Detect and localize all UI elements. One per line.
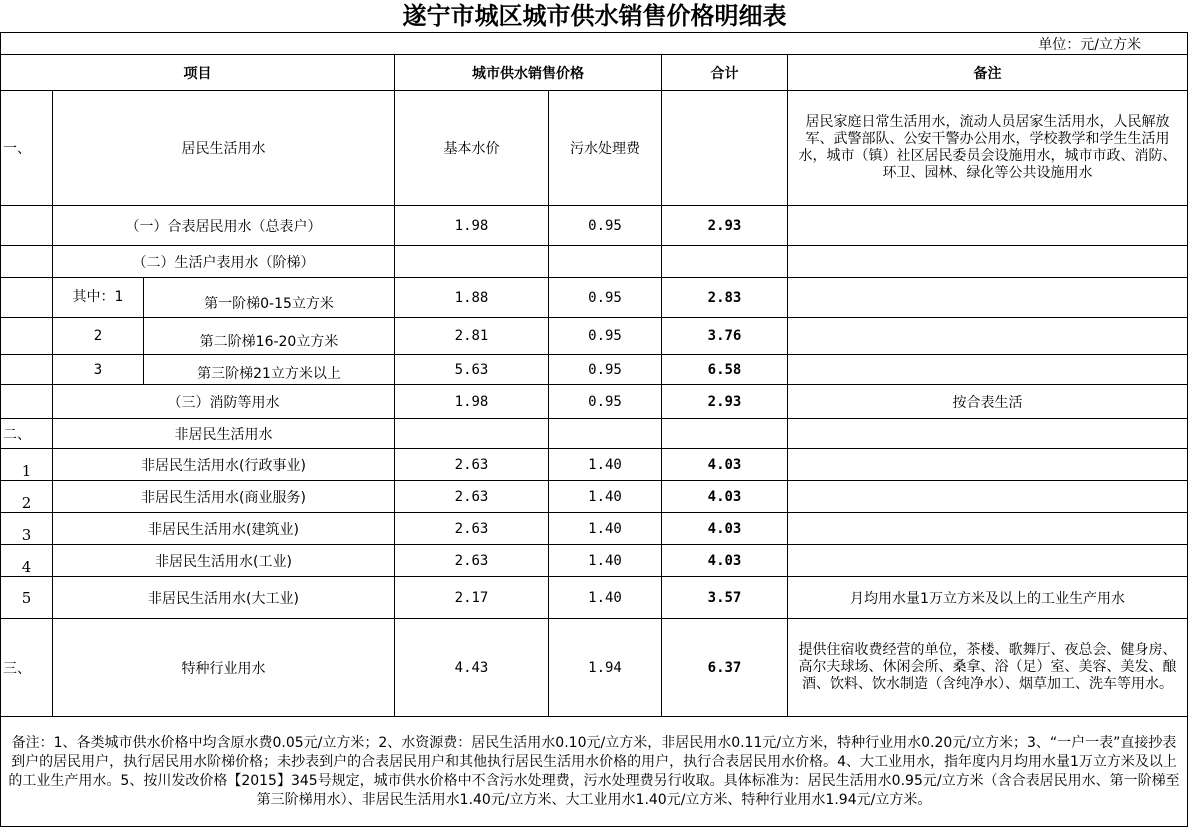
- tier-number: 2: [53, 318, 144, 355]
- basic-price: 1.98: [395, 385, 549, 419]
- item-name: 非居民生活用水(大工业): [53, 577, 395, 619]
- table-row: [1, 481, 1188, 513]
- number-cell: [1, 246, 53, 278]
- basic-price: 2.63: [395, 545, 549, 577]
- tier-number: 3: [53, 355, 144, 385]
- number-cell: [1, 355, 53, 385]
- basic-price: 2.63: [395, 481, 549, 513]
- basic-price-label: 基本水价: [395, 91, 549, 206]
- sewage-fee: 1.94: [549, 619, 662, 717]
- item-name: （三）消防等用水: [53, 385, 395, 419]
- total-price: 4.03: [662, 513, 788, 545]
- total-cell: [662, 91, 788, 206]
- number-cell: [1, 385, 53, 419]
- header-total: 合计: [662, 55, 788, 91]
- remark-cell: 居民家庭日常生活用水，流动人员居家生活用水，人民解放军、武警部队、公安干警办公用水，学校教学和学生生活用水，城市（镇）社区居民委员会设施用水，城市市政、消防、环卫、园林、绿化等公共设施用水: [788, 91, 1188, 206]
- item-name: 非居民生活用水(商业服务): [53, 481, 395, 513]
- sewage-fee: [549, 246, 662, 278]
- header-price: 城市供水销售价格: [395, 55, 662, 91]
- number-cell: [1, 278, 53, 318]
- basic-price: [395, 419, 549, 449]
- table-row: [1, 619, 1188, 717]
- header-remark: 备注: [788, 55, 1188, 91]
- row-number: 5: [1, 577, 53, 619]
- basic-price: 5.63: [395, 355, 549, 385]
- remark-cell: [788, 481, 1188, 513]
- table-row: [1, 513, 1188, 545]
- remark-cell: [788, 355, 1188, 385]
- sewage-fee: 0.95: [549, 385, 662, 419]
- total-price: 2.93: [662, 385, 788, 419]
- row-number: 3: [1, 513, 53, 545]
- table-row: [1, 419, 1188, 449]
- remark-cell: [788, 278, 1188, 318]
- row-number: 1: [1, 449, 53, 481]
- basic-price: [395, 246, 549, 278]
- remark-cell: [788, 206, 1188, 246]
- remark-cell: [788, 513, 1188, 545]
- sewage-fee: 1.40: [549, 545, 662, 577]
- total-price: [662, 419, 788, 449]
- remark-cell: [788, 419, 1188, 449]
- header-item: 项目: [1, 55, 395, 91]
- total-price: 2.83: [662, 278, 788, 318]
- total-price: 3.57: [662, 577, 788, 619]
- tier-name: 第二阶梯16-20立方米: [144, 318, 395, 355]
- table-row: [1, 278, 1188, 318]
- number-cell: [1, 318, 53, 355]
- remark-cell: [788, 246, 1188, 278]
- tier-name: 第一阶梯0-15立方米: [144, 278, 395, 318]
- sewage-fee-label: 污水处理费: [549, 91, 662, 206]
- row-number: 2: [1, 481, 53, 513]
- total-price: 6.37: [662, 619, 788, 717]
- basic-price: 2.17: [395, 577, 549, 619]
- sewage-fee: 1.40: [549, 449, 662, 481]
- table-row: [1, 246, 1188, 278]
- basic-price: 1.98: [395, 206, 549, 246]
- section-name: 非居民生活用水: [53, 419, 395, 449]
- item-name: 非居民生活用水(行政事业): [53, 449, 395, 481]
- sewage-fee: 0.95: [549, 278, 662, 318]
- item-name: 非居民生活用水(建筑业): [53, 513, 395, 545]
- sewage-fee: 0.95: [549, 355, 662, 385]
- total-price: 3.76: [662, 318, 788, 355]
- total-price: 4.03: [662, 545, 788, 577]
- table-row: [1, 206, 1188, 246]
- header-row: [1, 55, 1188, 91]
- remark-cell: [788, 545, 1188, 577]
- unit-row: [1, 33, 1188, 55]
- item-name: （一）合表居民用水（总表户）: [53, 206, 395, 246]
- basic-price: 2.63: [395, 513, 549, 545]
- section-number: 一、: [1, 91, 53, 206]
- section-name: 特种行业用水: [53, 619, 395, 717]
- item-name: 非居民生活用水(工业): [53, 545, 395, 577]
- sewage-fee: 0.95: [549, 318, 662, 355]
- unit-label: 单位：元/立方米: [1, 33, 1188, 55]
- sewage-fee: 1.40: [549, 577, 662, 619]
- section-number: 二、: [1, 419, 53, 449]
- remark-cell: [788, 318, 1188, 355]
- section-number: 三、: [1, 619, 53, 717]
- sewage-fee: 0.95: [549, 206, 662, 246]
- table-row: [1, 577, 1188, 619]
- tier-number: 其中：1: [53, 278, 144, 318]
- table-row: [1, 355, 1188, 385]
- total-price: 2.93: [662, 206, 788, 246]
- remark-cell: 按合表生活: [788, 385, 1188, 419]
- footnote-row: [1, 717, 1188, 827]
- basic-price: 1.88: [395, 278, 549, 318]
- basic-price: 4.43: [395, 619, 549, 717]
- price-table: [0, 32, 1188, 827]
- total-price: [662, 246, 788, 278]
- page-title: 遂宁市城区城市供水销售价格明细表: [402, 1, 787, 30]
- table-row: [1, 449, 1188, 481]
- item-name: （二）生活户表用水（阶梯）: [53, 246, 395, 278]
- total-price: 6.58: [662, 355, 788, 385]
- sewage-fee: 1.40: [549, 481, 662, 513]
- table-row: [1, 91, 1188, 206]
- row-number: 4: [1, 545, 53, 577]
- remark-cell: 月均用水量1万立方米及以上的工业生产用水: [788, 577, 1188, 619]
- basic-price: 2.63: [395, 449, 549, 481]
- table-row: [1, 545, 1188, 577]
- remark-cell: 提供住宿收费经营的单位，茶楼、歌舞厅、夜总会、健身房、高尔夫球场、休闲会所、桑拿、浴（足）室、美容、美发、酿酒、饮料、饮水制造（含纯净水）、烟草加工、洗车等用水。: [788, 619, 1188, 717]
- total-price: 4.03: [662, 449, 788, 481]
- table-row: [1, 318, 1188, 355]
- basic-price: 2.81: [395, 318, 549, 355]
- tier-name: 第三阶梯21立方米以上: [144, 355, 395, 385]
- total-price: 4.03: [662, 481, 788, 513]
- section-name: 居民生活用水: [53, 91, 395, 206]
- table-row: [1, 385, 1188, 419]
- sewage-fee: 1.40: [549, 513, 662, 545]
- sewage-fee: [549, 419, 662, 449]
- footnote: 备注：1、各类城市供水价格中均含原水费0.05元/立方米；2、水资源费：居民生活用水0.10元/立方米，非居民用水0.11元/立方米，特种行业用水0.20元/立方米；3、“一户一表”直接抄表到户的居民用户，执行居民用水阶梯价格；未抄表到户的合表居民用户和其他执行居民生活用水价格的用户，执行合表居民用水价格。4、大工业用水，指年度内月均用水量1万立方米及以上的工业生产用水。5、按川发改价格【2015】345号规定，城市供水价格中不含污水处理费，污水处理费另行收取。具体标准为：居民生活用水0.95元/立方米（含合表居民用水、第一阶梯至第三阶梯用水）、非居民生活用水1.40元/立方米、大工业用水1.40元/立方米、特种行业用水1.94元/立方米。: [1, 717, 1188, 827]
- remark-cell: [788, 449, 1188, 481]
- number-cell: [1, 206, 53, 246]
